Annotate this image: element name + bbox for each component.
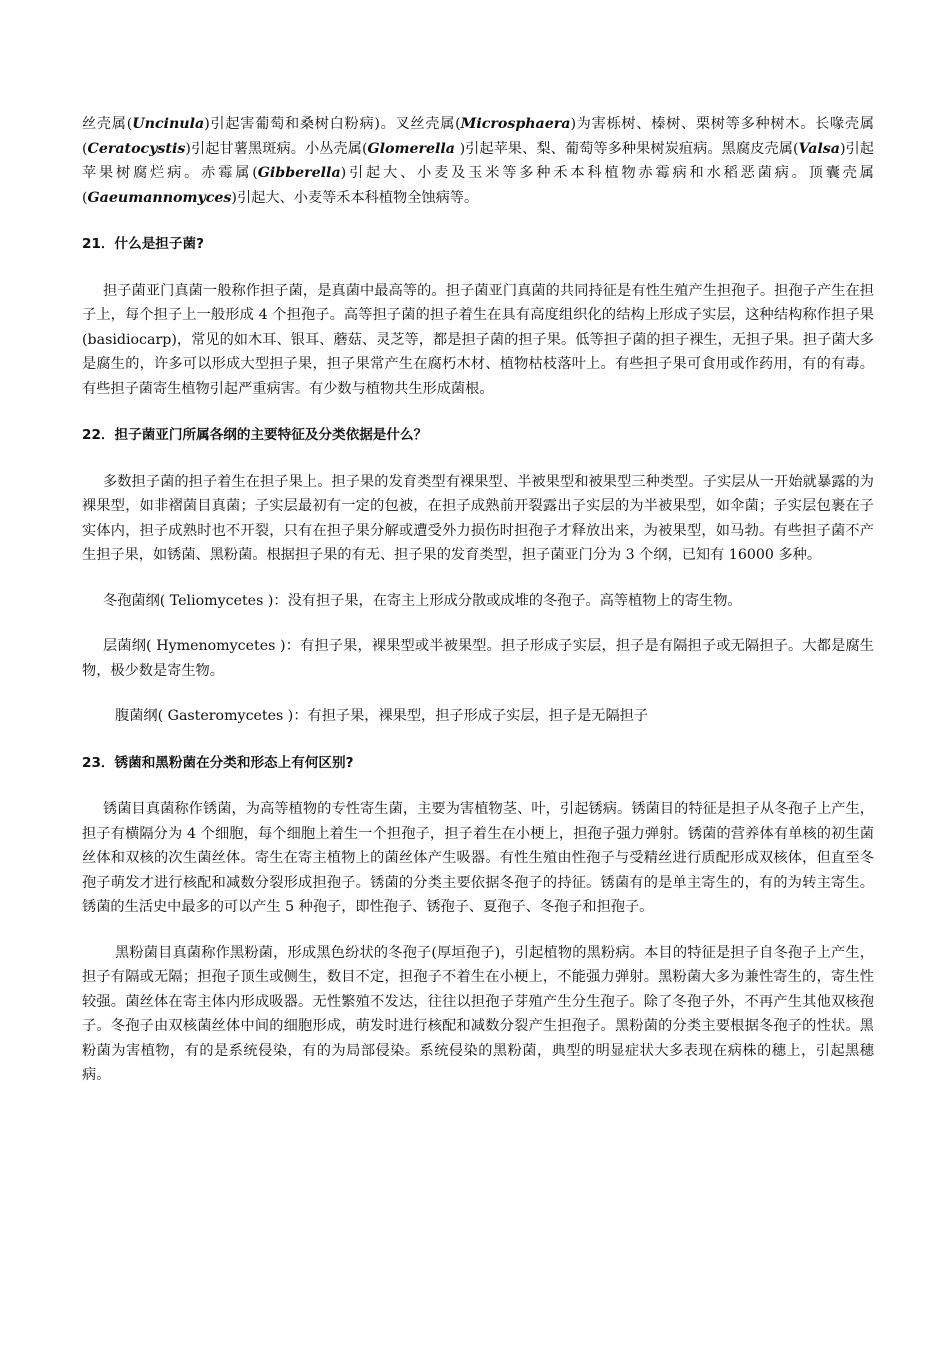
question-21-answer: 担子菌亚门真菌一般称作担子菌，是真菌中最高等的。担子菌亚门真菌的共同持征是有性生殖产生担孢子。担孢子产生在担子上，每个担子上一般形成 4 个担孢子。高等担子菌的担子着生在具有高度组织化的结构上形成子实层，这种结构称作担子果(basidiocarp)，常见的如木耳、银耳、蘑菇、灵芝等，都是担子菌的担子果。低等担子菌的担子裸生，无担子果。担子菌大多是腐生的，许多可以形成大型担子果，担子果常产生在腐朽木材、植物枯枝落叶上。有些担子果可食用或作药用，有的有毒。有些担子菌寄生植物引起严重病害。有少数与植物共生形成菌根。 xyxy=(82,282,874,397)
class-teliomycetes: 冬孢菌纲( Teliomycetes )：没有担子果，在寄主上形成分散或成堆的冬孢子。高等植物上的寄生物。 xyxy=(103,592,742,609)
text-run: )引起苹果树腐烂病。赤霉属( xyxy=(82,140,874,181)
text-run: 丝壳属( xyxy=(82,116,133,132)
genus-name: Microsphaera xyxy=(460,116,571,132)
genus-name: Ceratocystis xyxy=(87,140,186,157)
question-21-heading: 21．什么是担子菌? xyxy=(82,236,204,252)
question-23-heading: 23．锈菌和黑粉菌在分类和形态上有何区别? xyxy=(82,754,354,771)
document-page xyxy=(82,112,874,1088)
text-run: )引起苹果、梨、葡萄等多种果树炭疽病。黑腐皮壳属( xyxy=(455,140,799,157)
text-run: )引起大、小麦及玉米等多种禾本科植物赤霉病和水稻恶菌病。顶囊壳属( xyxy=(82,165,874,206)
question-23-smut-fungi: 黑粉菌目真菌称作黑粉菌，形成黑色纷状的冬孢子(厚垣孢子)，引起植物的黑粉病。本目的特征是担子自冬孢子上产生，担子有隔或无隔；担孢子顶生或侧生，数目不定，担孢子不着生在小梗上，不能强力弹射。黑粉菌大多为兼性寄生的，寄生性较强。菌丝体在寄主体内形成吸器。无性繁殖不发达，往往以担孢子芽殖产生分生孢子。除了冬孢子外，不再产生其他双核孢子。冬孢子由双核菌丝体中间的细胞形成，萌发时进行核配和减数分裂产生担孢子。黑粉菌的分类主要根据冬孢子的性状。黑粉菌为害植物，有的是系统侵染，有的为局部侵染。系统侵染的黑粉菌，典型的明显症状大多表现在病株的穗上，引起黑穗病。 xyxy=(82,944,874,1083)
text-run: )引起甘薯黑斑病。小丛壳属( xyxy=(185,140,368,157)
genus-name: Glomerella xyxy=(367,140,455,157)
genus-name: Gaeumannomyces xyxy=(87,189,232,206)
text-run: )为害栎树、榛树、栗树等多种树木。长喙壳属( xyxy=(82,116,875,157)
text-run: )引起大、小麦等禾本科植物全蚀病等。 xyxy=(231,189,479,206)
class-gasteromycetes: 腹菌纲( Gasteromycetes )：有担子果，裸果型，担子形成子实层，担子是无隔担子 xyxy=(115,708,649,724)
paragraph-genera-continued xyxy=(82,112,874,210)
class-hymenomycetes: 层菌纲( Hymenomycetes )：有担子果，裸果型或半被果型。担子形成子实层，担子是有隔担子或无隔担子。大都是腐生物，极少数是寄生物。 xyxy=(82,638,874,679)
genus-name: Valsa xyxy=(798,140,840,157)
question-22-heading: 22．担子菌亚门所属各纲的主要特征及分类依据是什么？ xyxy=(82,427,428,443)
text-run: )引起害葡萄和桑树白粉病)。叉丝壳属( xyxy=(204,116,461,132)
question-22-answer: 多数担子菌的担子着生在担子果上。担子果的发育类型有裸果型、半被果型和被果型三种类型。子实层从一开始就暴露的为裸果型，如非褶菌目真菌；子实层最初有一定的包被，在担子成熟前开裂露出子实层的为半被果型，如伞菌；子实层包裹在子实体内，担子成熟时也不开裂，只有在担子果分解或遭受外力损伤时担孢子才释放出来，为被果型，如马勃。有些担子菌不产生担子果，如锈菌、黑粉菌。根据担子果的有无、担子果的发育类型，担子菌亚门分为 3 个纲，已知有 16000 多种。 xyxy=(82,473,874,563)
genus-name: Gibberella xyxy=(257,165,341,181)
question-23-rust-fungi: 锈菌目真菌称作锈菌，为高等植物的专性寄生菌，主要为害植物茎、叶，引起锈病。锈菌目的特征是担子从冬孢子上产生，担子有横隔分为 4 个细胞，每个细胞上着生一个担孢子，担子着生在小梗上，担孢子强力弹射。锈菌的营养体有单核的初生菌丝体和双核的次生菌丝体。寄生在寄主植物上的菌丝体产生吸器。有性生殖由性孢子与受精丝进行质配形成双核体，但直至冬孢子萌发才进行核配和减数分裂形成担孢子。锈菌的分类主要依据冬孢子的持征。锈菌有的是单主寄生的，有的为转主寄生。锈菌的生活史中最多的可以产生 5 种孢子，即性孢子、锈孢子、夏孢子、冬孢子和担孢子。 xyxy=(82,801,874,915)
genus-name: Uncinula xyxy=(132,116,205,132)
